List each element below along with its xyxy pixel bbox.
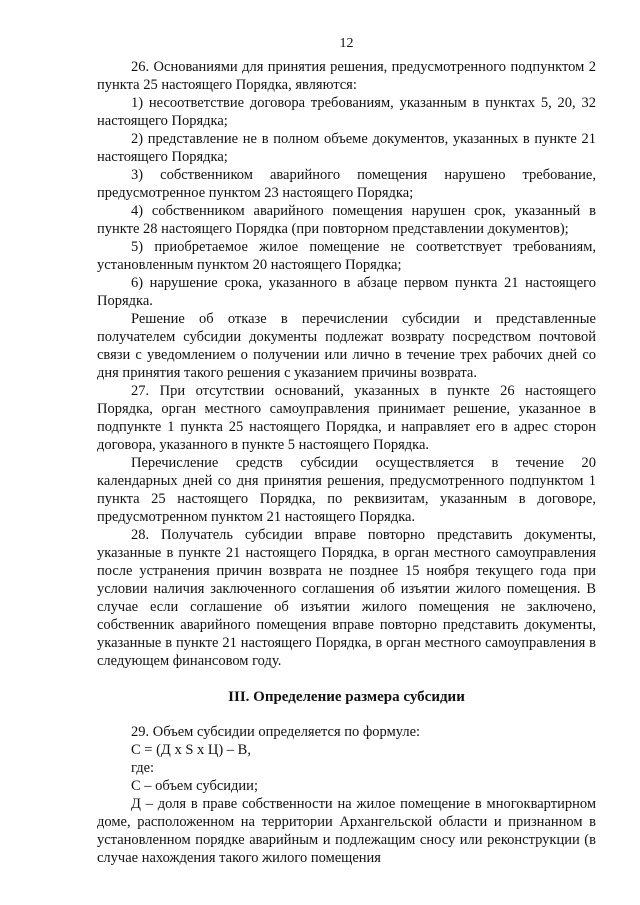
section-heading: III. Определение размера субсидии [228, 689, 465, 705]
list-item: 6) нарушение срока, указанного в абзаце первом пункта 21 настоящего Порядка. [97, 275, 596, 309]
paragraph: Д – доля в праве собственности на жилое помещение в многоквартирном доме, расположенном на территории Архангельской области и признанном в установленном порядке аварийным и подлежащим сносу или реконструкции (в случае нахождения такого жилого помещения [97, 796, 596, 866]
list-item: 5) приобретаемое жилое помещение не соответствует требованиям, установленным пунктом 20 настоящего Порядка; [97, 239, 596, 273]
list-item: 1) несоответствие договора требованиям, указанным в пунктах 5, 20, 32 настоящего Порядка; [97, 95, 596, 129]
clause-27-section [97, 382, 596, 526]
clause-29-section [97, 723, 596, 867]
clause-28-section [97, 526, 596, 670]
paragraph: где: [131, 760, 155, 776]
clause-26-section [97, 58, 596, 382]
page-number: 12 [339, 36, 354, 51]
list-item: 2) представление не в полном объеме документов, указанных в пункте 21 настоящего Порядка; [97, 131, 596, 165]
formula: С = (Д х S х Ц) – В, [131, 742, 251, 758]
paragraph: С – объем субсидии; [131, 778, 258, 794]
list-item: 4) собственником аварийного помещения нарушен срок, указанный в пункте 28 настоящего Порядка (при повторном представлении документов); [97, 203, 596, 237]
list-item: 3) собственником аварийного помещения нарушено требование, предусмотренное пунктом 23 настоящего Порядка; [97, 167, 596, 201]
paragraph: 29. Объем субсидии определяется по формуле: [131, 724, 421, 740]
paragraph: Решение об отказе в перечислении субсидии и представленные получателем субсидии документы подлежат возврату посредством почтовой связи с уведомлением о получении или лично в течение трех рабочих дней со дня принятия такого решения с указанием причины возврата. [97, 311, 596, 381]
paragraph: Перечисление средств субсидии осуществляется в течение 20 календарных дней со дня принятия решения, предусмотренного подпунктом 1 пункта 25 настоящего Порядка, по реквизитам, указанным в договоре, предусмотренном пунктом 21 настоящего Порядка. [97, 455, 596, 525]
paragraph: 27. При отсутствии оснований, указанных в пункте 26 настоящего Порядка, орган местного самоуправления принимает решение, указанное в подпункте 1 пункта 25 настоящего Порядка, и направляет его в адрес сторон договора, указанного в пункте 5 настоящего Порядка. [97, 383, 596, 453]
paragraph: 28. Получатель субсидии вправе повторно представить документы, указанные в пункте 21 настоящего Порядка, в орган местного самоуправления после устранения причин возврата не позднее 15 ноября текущего года при условии наличия заключенного соглашения об изъятии жилого помещения. В случае если соглашение об изъятии жилого помещения не заключено, собственник аварийного помещения вправе повторно представить документы, указанные в пункте 21 настоящего Порядка, в орган местного самоуправления в следующем финансовом году. [97, 527, 596, 669]
paragraph: 26. Основаниями для принятия решения, предусмотренного подпунктом 2 пункта 25 настоящего Порядка, являются: [97, 59, 596, 93]
